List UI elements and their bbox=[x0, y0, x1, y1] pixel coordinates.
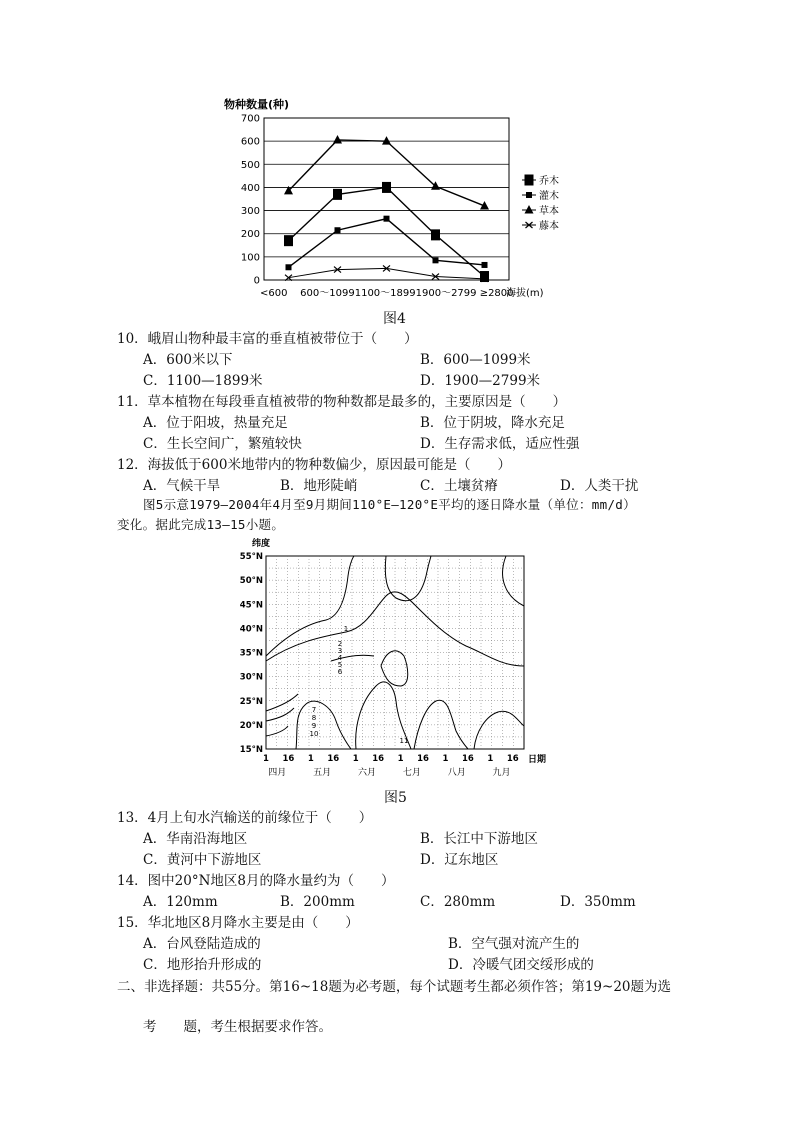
question-12: 12．海拔低于600米地带内的物种数偏少，原因最可能是（ ） bbox=[117, 457, 511, 473]
chart5-day-label: 16 bbox=[327, 754, 340, 764]
chart5-contour-value: 9 bbox=[311, 722, 317, 730]
q11-option-b[interactable]: B．位于阴坡，降水充足 bbox=[420, 415, 565, 431]
figure-5-intro-line-2: 变化。据此完成13—15小题。 bbox=[117, 517, 285, 532]
chart4-legend-marker bbox=[525, 175, 534, 186]
chart5-lat-label: 55°N bbox=[239, 552, 263, 562]
chart5-month-label: 八月 bbox=[447, 768, 466, 778]
chart5-day-label: 16 bbox=[282, 754, 295, 764]
chart5-month-label: 四月 bbox=[268, 768, 287, 778]
q14-option-a[interactable]: A．120mm bbox=[143, 894, 218, 910]
chart5-day-label: 1 bbox=[397, 754, 404, 764]
chart4-data-point bbox=[333, 189, 342, 200]
chart4-ytick-label: 600 bbox=[240, 136, 260, 148]
figure-5-caption: 图5 bbox=[384, 790, 407, 806]
chart5-lat-label: 25°N bbox=[239, 696, 263, 707]
chart5-lat-label: 35°N bbox=[239, 648, 263, 659]
q12-option-b[interactable]: B．地形陡峭 bbox=[280, 478, 358, 494]
chart5-contour-value: 4 bbox=[337, 654, 343, 662]
chart4-series-line bbox=[289, 268, 485, 278]
q14-option-d[interactable]: D．350mm bbox=[560, 894, 636, 910]
chart4-data-point bbox=[382, 182, 391, 193]
chart5-month-label: 五月 bbox=[313, 768, 332, 778]
chart5-lat-label: 15°N bbox=[239, 745, 263, 755]
chart4-series-line bbox=[289, 140, 485, 206]
chart5-day-label: 1 bbox=[307, 754, 314, 764]
chart4-ytick-label: 500 bbox=[240, 159, 260, 171]
figure-4-chart bbox=[220, 96, 560, 306]
q15-option-a[interactable]: A．台风登陆造成的 bbox=[143, 936, 261, 952]
chart4-data-point bbox=[335, 227, 341, 233]
q13-option-a[interactable]: A．华南沿海地区 bbox=[143, 831, 248, 847]
chart4-data-point bbox=[433, 257, 439, 263]
chart5-contour-value: 10 bbox=[309, 730, 319, 738]
chart5-contour-value: 6 bbox=[337, 668, 343, 676]
q13-option-d[interactable]: D．辽东地区 bbox=[420, 852, 499, 868]
chart5-month-label: 九月 bbox=[492, 768, 511, 778]
chart4-legend-marker bbox=[526, 192, 532, 198]
chart5-day-label: 16 bbox=[506, 754, 519, 764]
chart5-contour-value: 11 bbox=[399, 737, 409, 745]
chart5-day-label: 16 bbox=[417, 754, 429, 764]
q11-option-d[interactable]: D．生存需求低，适应性强 bbox=[420, 436, 580, 452]
chart5-day-label: 1 bbox=[442, 754, 449, 764]
chart4-xlabel: 海拔(m) bbox=[506, 288, 544, 299]
chart4-data-point bbox=[482, 262, 488, 268]
chart5-month-label: 七月 bbox=[402, 768, 421, 778]
chart4-category-labels: <600 600～10991100～18991900～2799 ≥2800 bbox=[260, 288, 514, 299]
chart4-legend-label: 藤本 bbox=[539, 221, 559, 232]
chart5-contour-value: 3 bbox=[337, 647, 343, 655]
q13-option-c[interactable]: C．黄河中下游地区 bbox=[143, 852, 262, 868]
chart5-xlabel: 日期 bbox=[528, 755, 547, 765]
chart5-contour-value: 7 bbox=[311, 706, 317, 714]
chart4-legend-label: 灌木 bbox=[539, 191, 559, 202]
chart5-ylabel: 纬度 bbox=[252, 539, 271, 549]
chart5-contour-value: 2 bbox=[337, 640, 343, 648]
question-15: 15．华北地区8月降水主要是由（ ） bbox=[117, 915, 359, 931]
chart4-series-line bbox=[289, 187, 485, 276]
q12-option-d[interactable]: D．人类干扰 bbox=[560, 478, 639, 494]
q12-option-c[interactable]: C．土壤贫瘠 bbox=[420, 478, 498, 494]
chart5-contour-value: 1 bbox=[343, 625, 349, 633]
chart5-day-label: 16 bbox=[372, 754, 385, 764]
q15-option-d[interactable]: D．冷暖气团交绥形成的 bbox=[448, 957, 594, 973]
section-2-heading: 二、非选择题：共55分。第16~18题为必考题，每个试题考生都必须作答；第19~20题为选 bbox=[117, 979, 672, 995]
precipitation-contour-chart bbox=[236, 536, 556, 784]
chart5-day-label: 1 bbox=[352, 754, 359, 764]
figure-4-caption: 图4 bbox=[383, 311, 406, 327]
chart5-day-label: 16 bbox=[461, 754, 474, 764]
question-13: 13．4月上旬水汽输送的前缘位于（ ） bbox=[117, 810, 373, 826]
q14-option-b[interactable]: B．200mm bbox=[280, 894, 355, 910]
question-14: 14．图中20°N地区8月的降水量约为（ ） bbox=[117, 873, 395, 889]
chart4-legend-marker bbox=[525, 205, 534, 214]
chart4-legend-label: 乔木 bbox=[539, 176, 559, 187]
chart4-ytick-label: 0 bbox=[253, 275, 260, 287]
section-2-note: 考 题，考生根据要求作答。 bbox=[143, 1019, 332, 1035]
chart4-ytick-label: 300 bbox=[240, 206, 260, 218]
q14-option-c[interactable]: C．280mm bbox=[420, 894, 496, 910]
question-10: 10．峨眉山物种最丰富的垂直植被带位于（ ） bbox=[117, 331, 418, 347]
chart5-lat-label: 20°N bbox=[239, 720, 263, 731]
question-11: 11．草本植物在每段垂直植被带的物种数都是最多的，主要原因是（ ） bbox=[117, 394, 567, 410]
chart5-lat-label: 50°N bbox=[239, 576, 263, 587]
q10-option-d[interactable]: D．1900—2799米 bbox=[420, 373, 541, 389]
figure-5-intro-line-1: 图5示意1979—2004年4月至9月期间110°E—120°E平均的逐日降水量（单位：mm/d） bbox=[143, 497, 636, 512]
chart4-ylabel: 物种数量(种) bbox=[224, 98, 290, 111]
chart4-ytick-label: 700 bbox=[240, 113, 260, 125]
chart4-data-point bbox=[431, 229, 440, 240]
chart4-ytick-label: 400 bbox=[240, 182, 260, 194]
chart4-data-point bbox=[284, 235, 293, 246]
q10-option-c[interactable]: C．1100—1899米 bbox=[143, 373, 263, 389]
chart4-data-point bbox=[286, 264, 292, 270]
q13-option-b[interactable]: B．长江中下游地区 bbox=[420, 831, 538, 847]
chart5-lat-label: 40°N bbox=[239, 624, 263, 635]
chart4-data-point bbox=[333, 135, 342, 144]
q10-option-a[interactable]: A．600米以下 bbox=[143, 352, 233, 368]
figure-5-contour-map bbox=[236, 536, 556, 784]
chart4-data-point bbox=[384, 216, 390, 222]
chart4-ytick-label: 100 bbox=[240, 252, 260, 264]
q11-option-a[interactable]: A．位于阳坡，热量充足 bbox=[143, 415, 288, 431]
chart4-ytick-label: 200 bbox=[240, 229, 260, 241]
q10-option-b[interactable]: B．600—1099米 bbox=[420, 352, 531, 368]
q11-option-c[interactable]: C．生长空间广，繁殖较快 bbox=[143, 436, 302, 452]
chart4-legend-label: 草本 bbox=[539, 206, 559, 217]
species-count-chart bbox=[220, 96, 560, 306]
q15-option-b[interactable]: B．空气强对流产生的 bbox=[448, 936, 580, 952]
chart5-month-label: 六月 bbox=[357, 768, 376, 778]
chart5-lat-label: 30°N bbox=[239, 672, 263, 683]
chart5-day-label: 1 bbox=[263, 754, 269, 764]
q15-option-c[interactable]: C．地形抬升形成的 bbox=[143, 957, 262, 973]
chart5-day-label: 1 bbox=[487, 754, 494, 764]
chart5-contour-value: 5 bbox=[337, 661, 343, 669]
chart4-series-line bbox=[289, 219, 485, 268]
chart5-contour-value: 8 bbox=[311, 714, 317, 722]
q12-option-a[interactable]: A．气候干旱 bbox=[143, 478, 221, 494]
chart5-lat-label: 45°N bbox=[239, 600, 263, 611]
